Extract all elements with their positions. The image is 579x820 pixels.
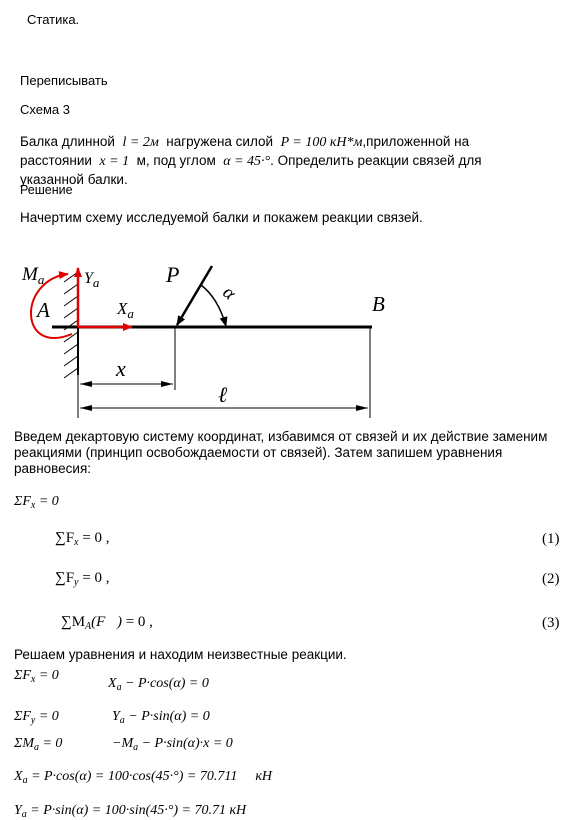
equation-2-number: (2)	[542, 571, 560, 587]
equation-3-number: (3)	[542, 615, 560, 631]
solution-heading: Решение	[20, 183, 73, 197]
label-b: B	[372, 292, 385, 316]
angle-arc	[201, 285, 226, 326]
label-xa: $X_a$	[117, 299, 134, 321]
label-a: A	[37, 298, 50, 322]
solution-row-2-lhs: $\Sigma F_y = 0$	[14, 709, 59, 726]
label-ma: $M_a$	[22, 264, 45, 287]
equation-3: $\sum M_A(F⃗) = 0$ ,	[61, 614, 153, 632]
result-ya: $Y_a = P\cdot\sin(\alpha) = 100\cdot\sin(45\cdot^\circ) = 70.71$ кН	[14, 803, 247, 820]
equation-1-number: (1)	[542, 531, 560, 547]
result-xa: $X_a = P\cdot\cos(\alpha) = 100\cdot\cos(45\cdot^\circ) = 70.711$ кН	[14, 769, 273, 786]
note-text: Переписывать	[20, 73, 108, 88]
label-p: P	[166, 262, 180, 287]
equation-2: $\sum F_y = 0$ ,	[55, 570, 110, 588]
solution-row-1-eq: $X_a - P\cdot\cos(\alpha) = 0$	[108, 676, 209, 693]
equation-1: $\sum F_x = 0$ ,	[55, 530, 110, 548]
label-ya: $Y_a$	[84, 270, 100, 290]
problem-line-2: расстоянии x = 1 м, под углом α = 45·°. Определить реакции связей для	[20, 153, 482, 169]
label-l: ℓ	[218, 382, 228, 407]
problem-line-3: указанной балки.	[20, 172, 128, 187]
label-alpha: α	[218, 281, 240, 305]
page-title: Статика.	[27, 12, 80, 27]
coordinates-text: Введем декартовую систему координат, избавимся от связей и их действие заменим реакциями (принцип освобождаемости от связей). Затем запишем уравнения равновесия:	[14, 429, 548, 476]
intro-text: Начертим схему исследуемой балки и покажем реакции связей.	[20, 210, 423, 225]
wall-support	[64, 272, 78, 378]
solve-text: Решаем уравнения и находим неизвестные реакции.	[14, 647, 347, 662]
sum-fx-heading: $\Sigma F_x = 0$	[14, 494, 59, 511]
solution-row-3-eq: $-M_a - P\cdot\sin(\alpha)\cdot x = 0$	[112, 736, 233, 753]
solution-row-3-lhs: $\Sigma M_a = 0$	[14, 736, 63, 753]
beam-diagram	[0, 240, 579, 420]
scheme-label: Схема 3	[20, 102, 70, 117]
solution-row-2-eq: $Y_a - P\cdot\sin(\alpha) = 0$	[112, 709, 210, 726]
label-x: x	[116, 356, 126, 381]
force-p-arrow	[177, 266, 212, 325]
problem-line-1: Балка длинной l = 2м нагружена силой P = 100 кН*м,приложенной на	[20, 134, 470, 150]
solution-row-1-lhs: $\Sigma F_x = 0$	[14, 668, 59, 685]
